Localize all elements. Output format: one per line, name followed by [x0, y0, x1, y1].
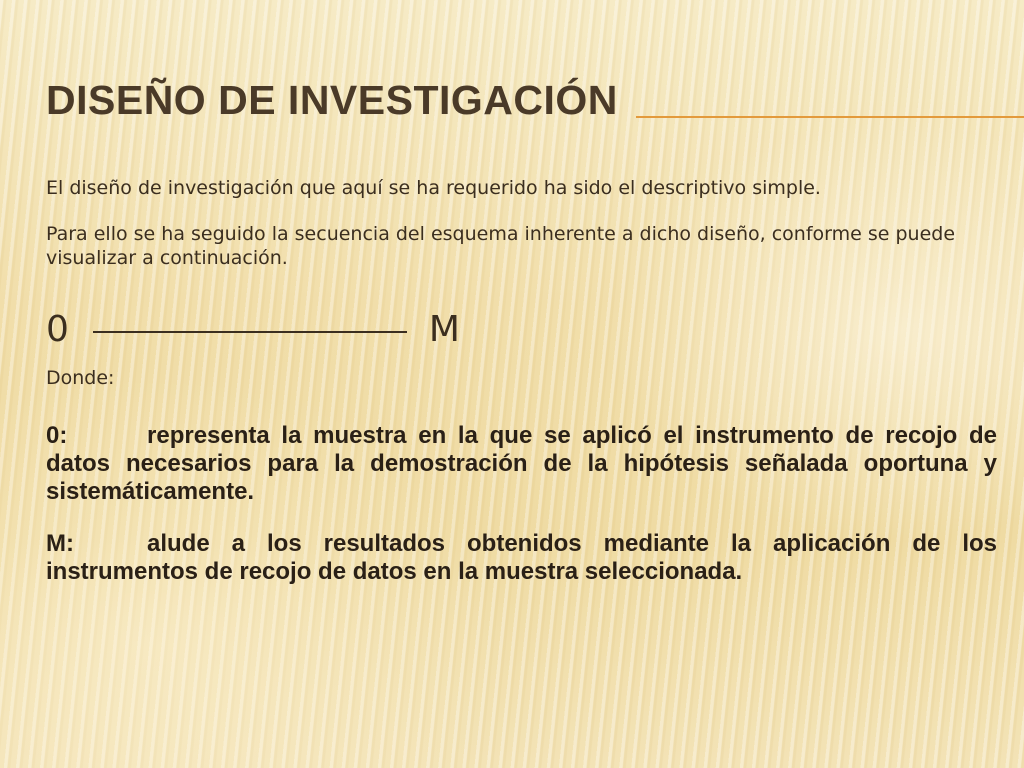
definition-text: alude a los resultados obtenidos mediante la aplicación de los instrumentos de recojo de datos en la muestra seleccionada. [46, 530, 997, 585]
scheme-right-symbol: M [428, 309, 460, 350]
definition-term: M: [46, 530, 74, 557]
definition-item [46, 422, 997, 506]
design-scheme [46, 308, 997, 352]
definition-item [46, 530, 997, 586]
scheme-left-symbol: 0 [46, 309, 69, 350]
slide-title: DISEÑO DE INVESTIGACIÓN [46, 77, 618, 123]
intro-paragraph: El diseño de investigación que aquí se ha requerido ha sido el descriptivo simple. [46, 177, 821, 199]
definition-text: representa la muestra en la que se aplicó el instrumento de recojo de datos necesarios para la demostración de la hipótesis señalada oportuna y sistemáticamente. [46, 422, 997, 505]
scheme-connector-line [93, 331, 407, 333]
definition-term: 0: [46, 422, 68, 449]
title-underline-rule [636, 116, 1024, 118]
title-area [46, 76, 1024, 124]
slide-content [46, 176, 997, 586]
donde-label: Donde: [46, 367, 115, 389]
sequence-paragraph: Para ello se ha seguido la secuencia del esquema inherente a dicho diseño, conforme se puede visualizar a continuación. [46, 223, 956, 269]
